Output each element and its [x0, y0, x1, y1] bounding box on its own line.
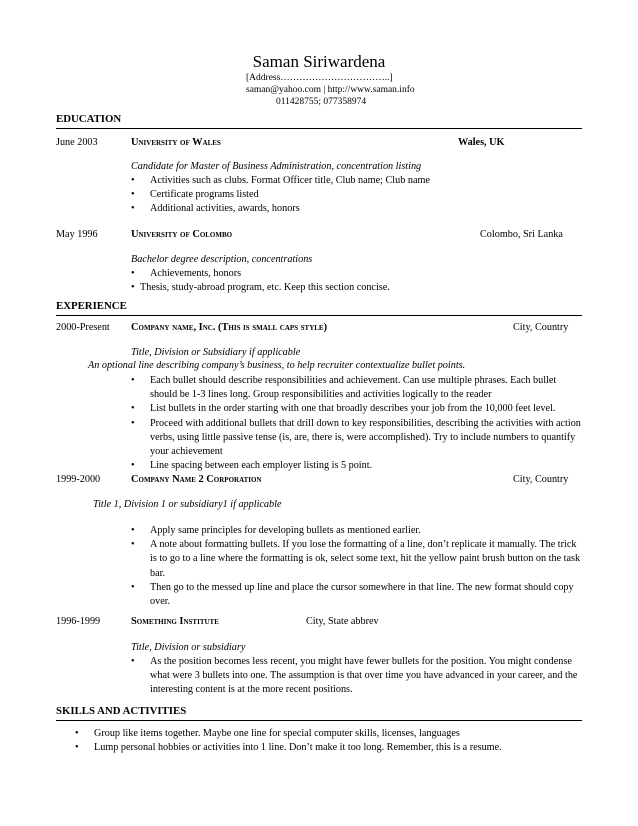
education-date: May 1996 — [56, 229, 98, 240]
institution-name: University of Colombo — [131, 229, 233, 240]
degree-description: Candidate for Master of Business Administration, concentration listing — [131, 161, 422, 172]
education-bullets — [131, 267, 571, 281]
experience-heading: EXPERIENCE — [56, 300, 127, 312]
job-bullets — [131, 655, 583, 698]
job-title: Title, Division or subsidiary — [131, 642, 246, 653]
job-date: 2000-Present — [56, 322, 110, 333]
list-item: • Additional activities, awards, honors — [131, 202, 571, 216]
job-date: 1999-2000 — [56, 474, 101, 485]
institution-name: University of Wales — [131, 137, 221, 148]
job-location: City, Country — [513, 474, 569, 485]
education-bullets — [131, 174, 571, 217]
company-name: Something Institute — [131, 616, 219, 627]
job-location: City, State abbrev — [306, 616, 379, 627]
list-item: • Line spacing between each employer listing is 5 point. — [131, 459, 583, 473]
institution-location: Colombo, Sri Lanka — [480, 229, 563, 240]
section-divider — [56, 128, 582, 129]
list-item: • List bullets in the order starting with one that broadly describes your job from the 10,000 feet level. — [131, 402, 583, 416]
job-title: Title 1, Division 1 or subsidiary1 if applicable — [93, 499, 282, 510]
company-name: Company name, Inc. (This is small caps style) — [131, 322, 328, 333]
skills-heading: SKILLS AND ACTIVITIES — [56, 705, 187, 717]
resume-name: Saman Siriwardena — [252, 52, 386, 71]
list-item: • As the position becomes less recent, you might have fewer bullets for the position. You might condense what were 3 bullets into one. The assumption is that over time you have advanced in your career, and the interesting content is at the more recent positions. — [131, 655, 583, 698]
list-item: • Each bullet should describe responsibilities and achievement. Can use multiple phrases. Each bullet should be 1-3 lines long. Group responsibilities and activities logically to the reader — [131, 374, 583, 402]
contact-line: saman@yahoo.com | http://www.saman.info — [246, 85, 415, 95]
list-item: • Lump personal hobbies or activities into 1 line. Don’t make it too long. Remember, this is a resume. — [75, 741, 585, 755]
education-date: June 2003 — [56, 137, 98, 148]
address-line: [Address……………………………..] — [246, 73, 393, 83]
company-name: Company Name 2 Corporation — [131, 474, 262, 485]
job-date: 1996-1999 — [56, 616, 101, 627]
education-bullets — [131, 281, 571, 295]
degree-description: Bachelor degree description, concentrations — [131, 254, 313, 265]
education-heading: EDUCATION — [56, 113, 122, 125]
list-item: • Group like items together. Maybe one line for special computer skills, licenses, languages — [75, 727, 585, 741]
section-divider — [56, 315, 582, 316]
list-item: • Activities such as clubs. Format Officer title, Club name; Club name — [131, 174, 571, 188]
list-item: • A note about formatting bullets. If you lose the formatting of a line, don’t replicate it manually. The trick is to go to a line where the formatting is ok, select some text, hit the yellow paint brush button on the task bar. — [131, 538, 583, 581]
list-item: • Proceed with additional bullets that drill down to key responsibilities, describing the activities with action verbs, using little passive tense (is, are, there is, were accomplished). Try to include numbers to quantify your achievement — [131, 417, 583, 460]
job-bullets — [131, 374, 583, 473]
list-item: • Certificate programs listed — [131, 188, 571, 202]
list-item: • Achievements, honors — [131, 267, 571, 281]
list-item: • Apply same principles for developing bullets as mentioned earlier. — [131, 524, 583, 538]
company-description: An optional line describing company’s business, to help recruiter contextualize bullet points. — [88, 360, 466, 371]
job-title: Title, Division or Subsidiary if applicable — [131, 347, 301, 358]
list-item: • Thesis, study-abroad program, etc. Keep this section concise. — [131, 281, 571, 295]
job-location: City, Country — [513, 322, 569, 333]
institution-location: Wales, UK — [458, 137, 505, 148]
job-bullets — [131, 524, 583, 609]
skills-bullets — [75, 727, 585, 755]
section-divider — [56, 720, 582, 721]
phone-line: 011428755; 077358974 — [276, 97, 367, 107]
list-item: • Then go to the messed up line and place the cursor somewhere in that line. The new format should copy over. — [131, 581, 583, 609]
